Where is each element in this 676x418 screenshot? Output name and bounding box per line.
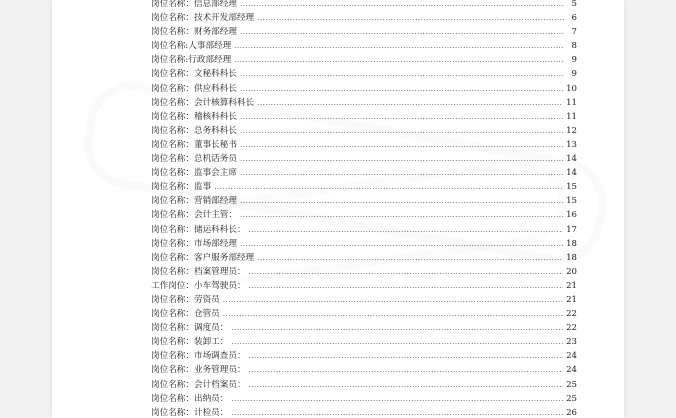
toc-entry-label: 岗位名称： [151,393,194,404]
toc-entry-title: 计检员： [193,407,229,418]
toc-dot-leader [240,25,564,39]
toc-entry-label: 岗位名称： [151,351,194,362]
toc-page-number: 15 [566,182,577,193]
toc-entry-label: 岗位名称： [151,168,194,179]
toc-dot-leader [240,194,563,208]
toc-page-number: 24 [566,365,577,376]
toc-entry-label: 岗位名称： [151,182,194,193]
toc-page-number: 21 [566,280,577,291]
toc-dot-leader [231,335,563,349]
toc-entry-title: 会计核算科科长 [193,97,255,108]
toc-entry[interactable] [151,96,577,110]
toc-page-number: 17 [566,224,577,235]
toc-entry-title: 劳资员 [193,294,220,305]
toc-dot-leader [240,124,563,138]
toc-dot-leader [249,363,564,377]
toc-entry-title: 业务管理员： [193,365,246,376]
toc-entry-title: 董事长秘书 [193,139,237,150]
toc-entry-label: 工作岗位： [151,280,194,291]
toc-entry[interactable] [151,180,577,194]
toc-entry-label: 岗位名称： [151,238,194,249]
toc-dot-leader [240,110,563,124]
toc-entry-label: 岗位名称： [151,0,194,9]
toc-entry[interactable] [151,152,577,166]
toc-entry[interactable] [151,378,577,392]
toc-entry-title: 人事部经理 [188,41,232,52]
toc-page-number: 25 [566,393,577,404]
toc-page-number: 15 [566,196,577,207]
toc-entry-label: 岗位名称： [151,125,194,136]
toc-entry-title: 出纳员： [193,393,229,404]
toc-entry[interactable] [151,349,577,363]
toc-page-number: 13 [566,139,577,150]
toc-page-number: 20 [566,266,577,277]
toc-dot-leader [240,138,563,152]
toc-page-number: 11 [566,111,577,122]
toc-entry[interactable] [151,363,577,377]
toc-page-number: 11 [566,97,577,108]
toc-entry-label: 岗位名称： [151,111,194,122]
toc-dot-leader [240,152,563,166]
toc-dot-leader [257,96,563,110]
toc-entry-label: 岗位名称： [151,379,194,390]
toc-entry-title: 总务科科长 [193,125,237,136]
toc-dot-leader [234,53,564,67]
toc-dot-leader [223,307,563,321]
toc-entry[interactable] [151,67,577,81]
toc-page-number: 24 [566,351,577,362]
toc-entry-title: 装卸工： [193,337,229,348]
toc-dot-leader [249,265,564,279]
toc-entry[interactable] [151,39,577,53]
toc-entry-label: 岗位名称： [151,210,194,221]
toc-entry-label: 岗位名称： [151,69,194,80]
toc-page-number: 14 [566,168,577,179]
toc-page-number: 10 [566,83,577,94]
toc-page-number: 9 [571,55,577,66]
toc-entry-label: 岗位名称： [151,252,194,263]
toc-page-number: 5 [571,0,577,9]
toc-entry-title: 会计档案员： [193,379,246,390]
toc-page-number: 21 [566,294,577,305]
toc-entry-label: 岗位名称： [151,196,194,207]
toc-entry-title: 市场调查员： [193,351,246,362]
toc-entry-label: 岗位名称： [151,294,194,305]
toc-entry[interactable] [151,307,577,321]
toc-dot-leader [240,0,564,11]
toc-entry-label: 岗位名称： [151,323,194,334]
toc-entry-title: 营销部经理 [193,196,237,207]
toc-entry[interactable] [151,25,577,39]
toc-entry-label: 岗位名称： [151,407,194,418]
toc-page-number: 26 [566,407,577,418]
toc-entry[interactable] [151,321,577,335]
toc-entry-label: 岗位名称: [151,41,189,52]
toc-entry[interactable] [151,392,577,406]
toc-page-number: 22 [566,309,577,320]
toc-entry-title: 档案管理员： [193,266,246,277]
toc-entry[interactable] [151,251,577,265]
toc-entry-title: 行政部经理 [188,55,232,66]
toc-entry[interactable] [151,124,577,138]
toc-entry-title: 信息部经理 [193,0,237,9]
toc-entry-label: 岗位名称： [151,337,194,348]
table-of-contents [151,0,577,418]
toc-entry-label: 岗位名称： [151,154,194,165]
toc-entry-title: 稽核科科长 [193,111,237,122]
toc-entry-title: 财务部经理 [193,27,237,38]
toc-entry[interactable] [151,293,577,307]
toc-entry[interactable] [151,0,577,11]
toc-entry[interactable] [151,53,577,67]
toc-page-number: 14 [566,154,577,165]
toc-entry-label: 岗位名称： [151,13,194,24]
toc-entry-title: 监事会主席 [193,168,237,179]
toc-page-number: 25 [566,379,577,390]
toc-page-number: 22 [566,323,577,334]
toc-entry-label: 岗位名称: [151,55,189,66]
toc-entry-title: 客户服务部经理 [193,252,255,263]
toc-entry[interactable] [151,194,577,208]
toc-entry-title: 技术开发部经理 [193,13,255,24]
toc-dot-leader [240,208,563,222]
toc-entry[interactable] [151,265,577,279]
toc-entry-title: 储运科科长： [193,224,246,235]
toc-page-number: 18 [566,252,577,263]
toc-page-number: 6 [571,13,577,24]
toc-entry[interactable] [151,279,577,293]
toc-dot-leader [214,180,563,194]
toc-entry-title: 会计主管： [193,210,237,221]
toc-dot-leader [231,406,563,418]
toc-entry-label: 岗位名称： [151,224,194,235]
toc-dot-leader [240,67,564,81]
toc-entry-title: 市场部经理 [193,238,237,249]
toc-dot-leader [240,237,563,251]
toc-entry-label: 岗位名称： [151,83,194,94]
toc-page-number: 9 [571,69,577,80]
toc-dot-leader [223,293,563,307]
toc-page-number: 12 [566,125,577,136]
toc-dot-leader [257,251,563,265]
toc-entry-label: 岗位名称： [151,97,194,108]
toc-entry-title: 文秘科科长 [193,69,237,80]
toc-entry-label: 岗位名称： [151,266,194,277]
toc-entry[interactable] [151,138,577,152]
toc-page-number: 16 [566,210,577,221]
toc-dot-leader [234,39,564,53]
toc-dot-leader [240,166,563,180]
toc-dot-leader [240,82,563,96]
toc-dot-leader [257,11,564,25]
toc-entry[interactable] [151,237,577,251]
document-page [52,0,624,418]
toc-entry[interactable] [151,166,577,180]
toc-dot-leader [249,378,564,392]
toc-entry-label: 岗位名称： [151,309,194,320]
toc-entry[interactable] [151,11,577,25]
toc-entry-label: 岗位名称： [151,139,194,150]
toc-dot-leader [249,223,564,237]
toc-entry[interactable] [151,82,577,96]
toc-entry[interactable] [151,335,577,349]
toc-dot-leader [231,392,563,406]
toc-entry[interactable] [151,110,577,124]
toc-entry-title: 仓管员 [193,309,220,320]
toc-entry-title: 监事 [193,182,212,193]
toc-entry[interactable] [151,406,577,418]
toc-entry[interactable] [151,208,577,222]
toc-dot-leader [249,349,564,363]
toc-entry-title: 总机话务员 [193,154,237,165]
toc-entry-title: 调度员： [193,323,229,334]
toc-page-number: 7 [571,27,577,38]
toc-page-number: 18 [566,238,577,249]
toc-page-number: 8 [571,41,577,52]
toc-entry-title: 供应科科长 [193,83,237,94]
toc-entry[interactable] [151,223,577,237]
toc-entry-title: 小车驾驶员： [193,280,246,291]
toc-dot-leader [231,321,563,335]
toc-page-number: 23 [566,337,577,348]
toc-entry-label: 岗位名称： [151,27,194,38]
toc-entry-label: 岗位名称： [151,365,194,376]
toc-dot-leader [249,279,564,293]
